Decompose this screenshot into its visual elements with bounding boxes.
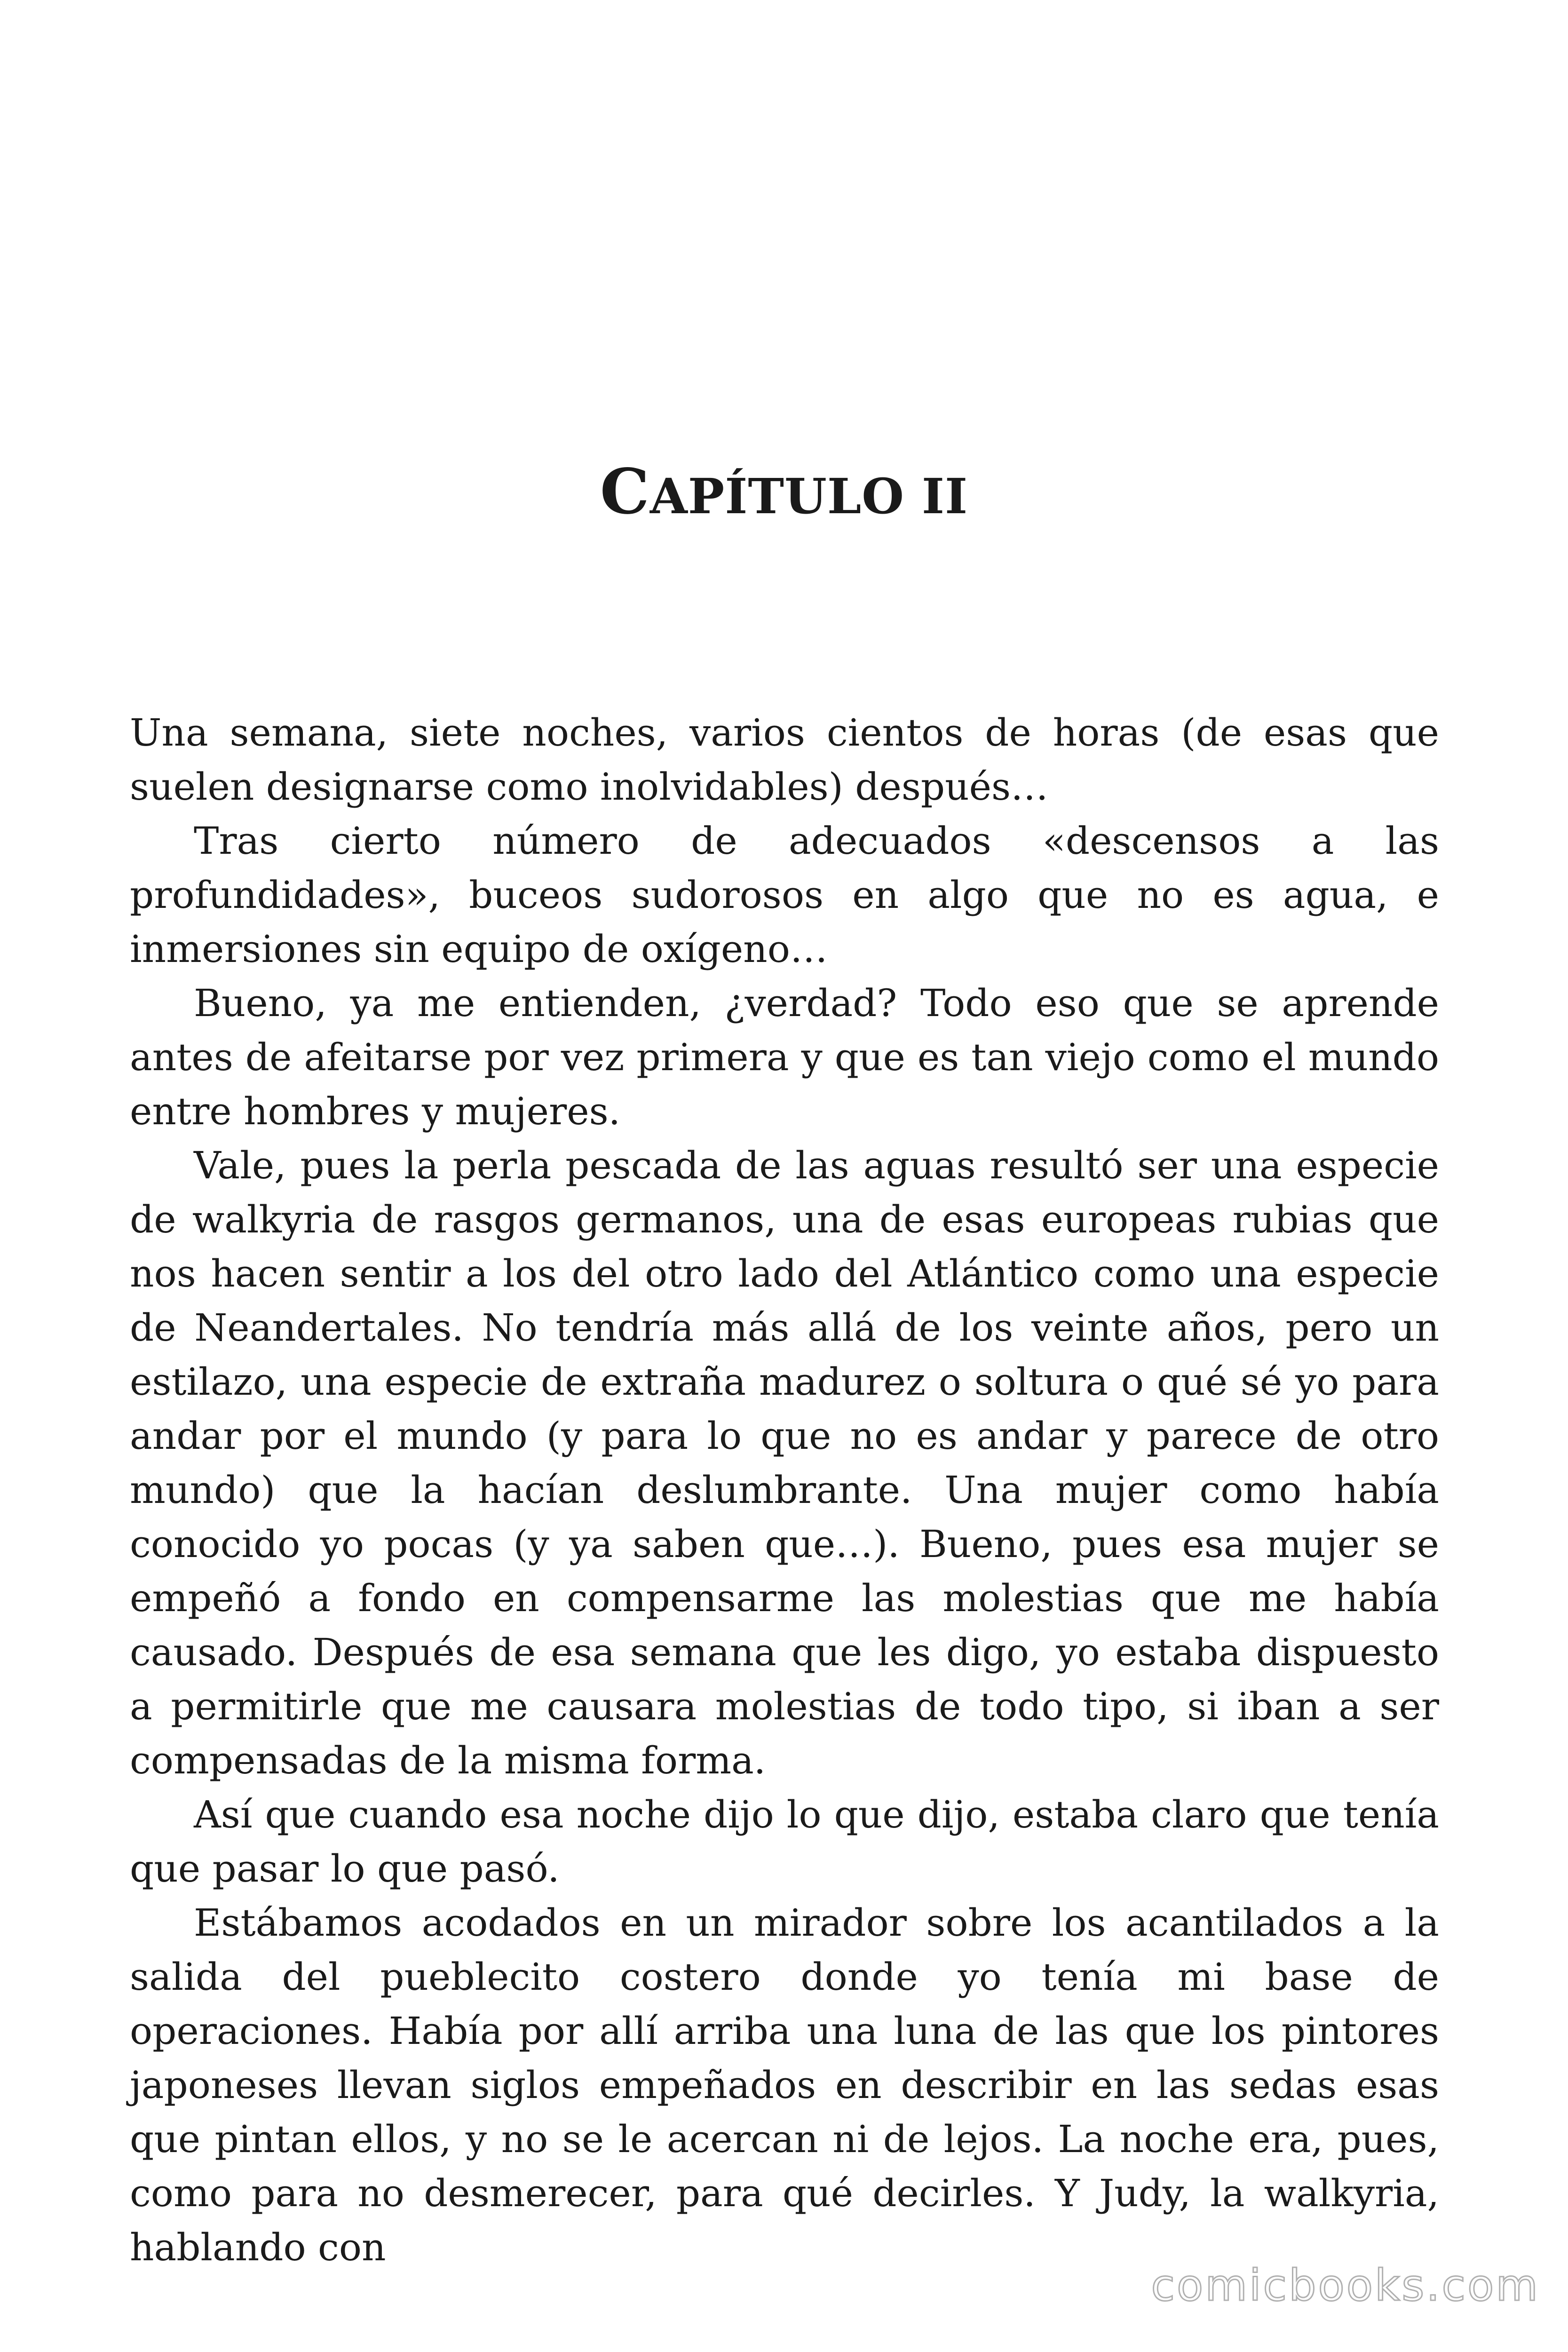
- paragraph: Vale, pues la perla pescada de las aguas resultó ser una especie de walkyria de rasgos germanos, una de esas europeas rubias que nos hacen sentir a los del otro lado del Atlántico como una especie de Neandertales. No tendría más allá de los veinte años, pero un estilazo, una especie de extraña madurez o soltura o qué sé yo para andar por el mundo (y para lo que no es andar y parece de otro mundo) que la hacían deslumbrante. Una mujer como había conocido yo pocas (y ya saben que…). Bueno, pues esa mujer se empeñó a fondo en compensarme las molestias que me había causado. Después de esa semana que les digo, yo estaba dispuesto a permitirle que me causara molestias de todo tipo, si iban a ser compensadas de la misma forma.: [130, 1144, 1439, 1782]
- chapter-title-rest: APÍTULO II: [649, 468, 968, 525]
- chapter-title-initial: C: [600, 455, 650, 528]
- paragraph: Una semana, siete noches, varios cientos de horas (de esas que suelen designarse como inolvidables) después…: [130, 711, 1439, 809]
- paragraph: Así que cuando esa noche dijo lo que dijo, estaba claro que tenía que pasar lo que pasó.: [130, 1793, 1439, 1891]
- chapter-body: [130, 706, 1439, 2274]
- chapter-title: [0, 455, 1568, 528]
- paragraph: Estábamos acodados en un mirador sobre los acantilados a la salida del pueblecito costero donde yo tenía mi base de operaciones. Había por allí arriba una luna de las que los pintores japoneses llevan siglos empeñados en describir en las sedas esas que pintan ellos, y no se le acercan ni de lejos. La noche era, pues, como para no desmerecer, para qué decirles. Y Judy, la walkyria, hablando con: [130, 1901, 1439, 2269]
- watermark: comicbooks.com: [1151, 2260, 1540, 2311]
- paragraph: Bueno, ya me entienden, ¿verdad? Todo eso que se aprende antes de afeitarse por vez primera y que es tan viejo como el mundo entre hombres y mujeres.: [130, 981, 1439, 1133]
- paragraph: Tras cierto número de adecuados «descensos a las profundidades», buceos sudorosos en algo que no es agua, e inmersiones sin equipo de oxígeno…: [130, 819, 1439, 971]
